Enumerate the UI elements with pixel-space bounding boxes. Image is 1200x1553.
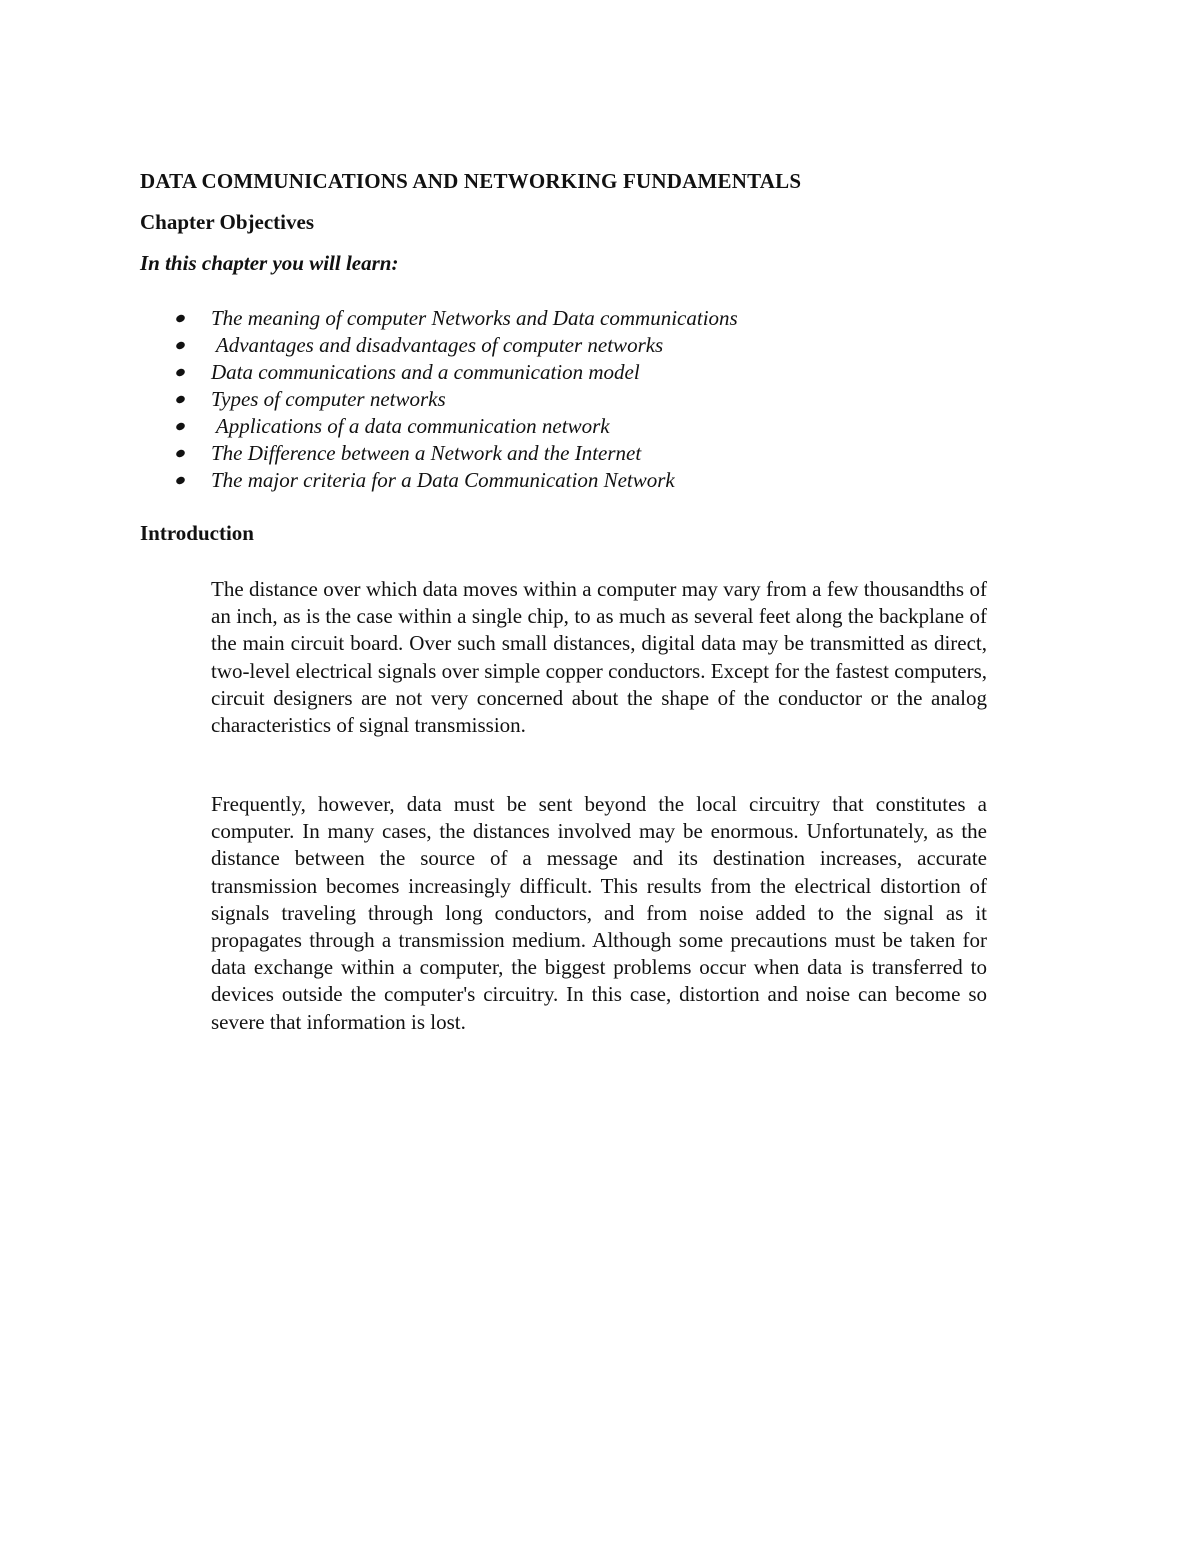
bullet-icon: [175, 313, 186, 323]
document-title: DATA COMMUNICATIONS AND NETWORKING FUNDAMENTALS: [140, 169, 802, 193]
bullet-icon: [175, 448, 186, 458]
objective-text: Data communications and a communication model: [211, 360, 640, 384]
introduction-paragraph-2: Frequently, however, data must be sent beyond the local circuitry that constitutes a computer. In many cases, the distances involved may be enormous. Unfortunately, as the distance between the source of a message and its destination increases, accurate transmission becomes increasingly difficult. This results from the electrical distortion of signals traveling through long conductors, and from noise added to the signal as it propagates through a transmission medium. Although some precautions must be taken for data exchange within a computer, the biggest problems occur when data is transferred to devices outside the computer's circuitry. In this case, distortion and noise can become so severe that information is lost.: [211, 792, 987, 1034]
introduction-paragraph-1: The distance over which data moves within a computer may vary from a few thousandths of an inch, as is the case within a single chip, to as much as several feet along the backplane of the main circuit board. Over such small distances, digital data may be transmitted as direct, two-level electrical signals over simple copper conductors. Except for the fastest computers, circuit designers are not very concerned about the shape of the conductor or the analog characteristics of signal transmission.: [211, 577, 987, 738]
bullet-icon: [175, 340, 186, 350]
objectives-lead-in: In this chapter you will learn:: [140, 251, 399, 275]
bullet-icon: [175, 367, 186, 377]
objective-text: The Difference between a Network and the Internet: [211, 441, 642, 465]
objective-text: Applications of a data communication network: [211, 414, 610, 438]
objective-text: The meaning of computer Networks and Data communications: [211, 306, 738, 330]
objective-text: The major criteria for a Data Communication Network: [211, 468, 675, 492]
chapter-objectives-heading: Chapter Objectives: [140, 210, 314, 234]
objective-text: Types of computer networks: [211, 387, 446, 411]
bullet-icon: [175, 394, 186, 404]
bullet-icon: [175, 475, 186, 485]
bullet-icon: [175, 421, 186, 431]
introduction-heading: Introduction: [140, 521, 254, 545]
objective-text: Advantages and disadvantages of computer networks: [211, 333, 664, 357]
